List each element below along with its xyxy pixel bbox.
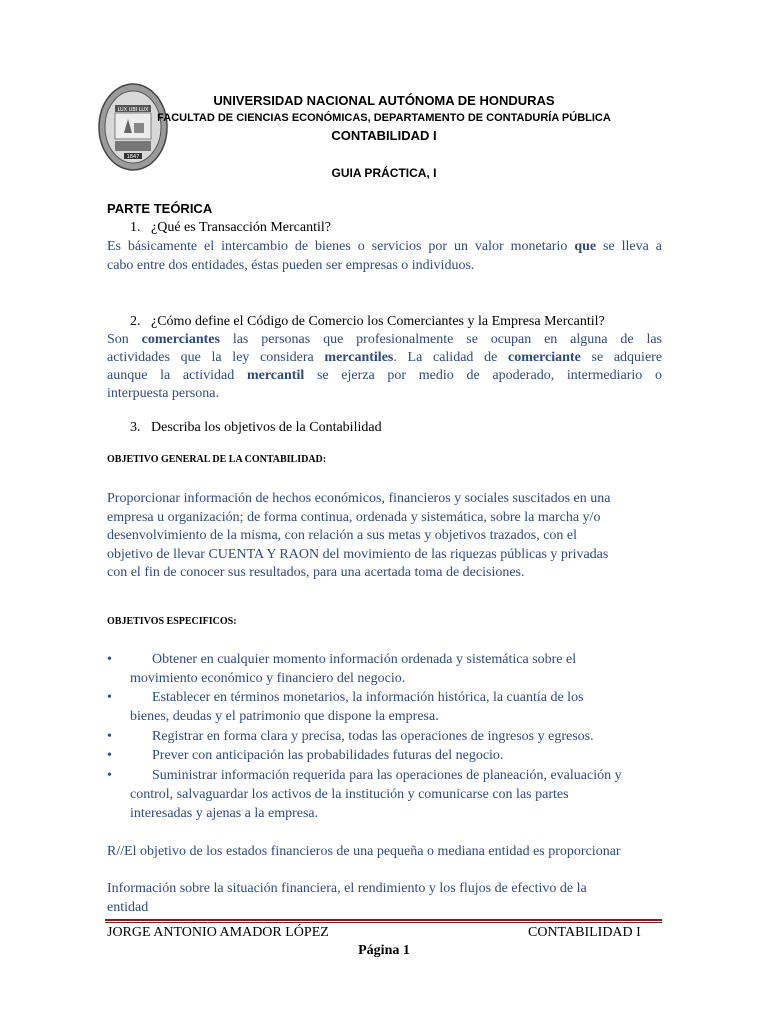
- svg-text:1847: 1847: [126, 154, 140, 160]
- answer-2-line3: aunque la actividad mercantil se ejerza por medio de apoderado, intermediario o: [107, 368, 663, 383]
- answer-1-line1: Es básicamente el intercambio de bienes o servicios por un valor monetario que se lleva a: [107, 239, 662, 254]
- question-number: 3.: [130, 420, 141, 435]
- bullet-icon: •: [107, 768, 112, 783]
- answer-info: Información sobre la situación financiera, el rendimiento y los flujos de efectivo de la entidad: [107, 881, 587, 915]
- question-number: 2.: [130, 314, 141, 329]
- university-name: UNIVERSIDAD NACIONAL AUTÓNOMA DE HONDURAS: [213, 93, 555, 108]
- answer-1-line2: cabo entre dos entidades, éstas pueden ser empresas o individuos.: [107, 258, 475, 273]
- specific-objectives-title: OBJETIVOS ESPECIFICOS:: [107, 616, 237, 627]
- guide-title: GUIA PRÁCTICA, I: [331, 166, 437, 180]
- bullet-icon: •: [107, 748, 112, 763]
- bullet-icon: •: [107, 652, 112, 667]
- answer-r: R//El objetivo de los estados financieros de una pequeña o mediana entidad es proporcionar: [107, 844, 621, 859]
- answer-2-line2: actividades que la ley considera mercantiles. La calidad de comerciante se adquiere: [107, 350, 663, 365]
- footer-author: JORGE ANTONIO AMADOR LÓPEZ: [107, 925, 329, 940]
- footer-rule-thin: [105, 922, 662, 923]
- footer-course: CONTABILIDAD I: [528, 925, 641, 940]
- answer-2-line4: interpuesta persona.: [107, 386, 219, 401]
- question-text: ¿Cómo define el Código de Comercio los Comerciantes y la Empresa Mercantil?: [151, 314, 605, 329]
- general-objective-text: Proporcionar información de hechos económicos, financieros y sociales suscitados en una empresa u organización; de forma continua, ordenada y sistemática, sobre la marcha y/o desenvolvimiento de la misma, con relación a sus metas y objetivos trazados, con el objetivo de llevar CUENTA Y RAON del movimiento de las riquezas públicas y privadas con el fin de conocer sus resultados, para una acertada toma de decisiones.: [107, 491, 611, 580]
- faculty-name: FACULTAD DE CIENCIAS ECONÓMICAS, DEPARTAMENTO DE CONTADURÍA PÚBLICA: [157, 112, 611, 124]
- question-text: Describa los objetivos de la Contabilidad: [151, 420, 382, 435]
- bullet-icon: •: [107, 690, 112, 705]
- bullet-icon: •: [107, 729, 112, 744]
- question-number: 1.: [130, 220, 141, 235]
- general-objective-title: OBJETIVO GENERAL DE LA CONTABILIDAD:: [107, 454, 327, 465]
- question-1: [130, 218, 331, 237]
- section-title: PARTE TEÓRICA: [107, 201, 213, 216]
- page-number: Página 1: [358, 943, 410, 958]
- question-3: [130, 418, 382, 437]
- footer-rule: [105, 919, 662, 921]
- course-title: CONTABILIDAD I: [331, 128, 437, 143]
- answer-2-line1: Son comerciantes las personas que profesionalmente se ocupan en alguna de las: [107, 332, 662, 347]
- question-text: ¿Qué es Transacción Mercantil?: [151, 220, 331, 235]
- svg-text:LUX UBI LUX: LUX UBI LUX: [117, 107, 149, 113]
- question-2: [130, 312, 605, 331]
